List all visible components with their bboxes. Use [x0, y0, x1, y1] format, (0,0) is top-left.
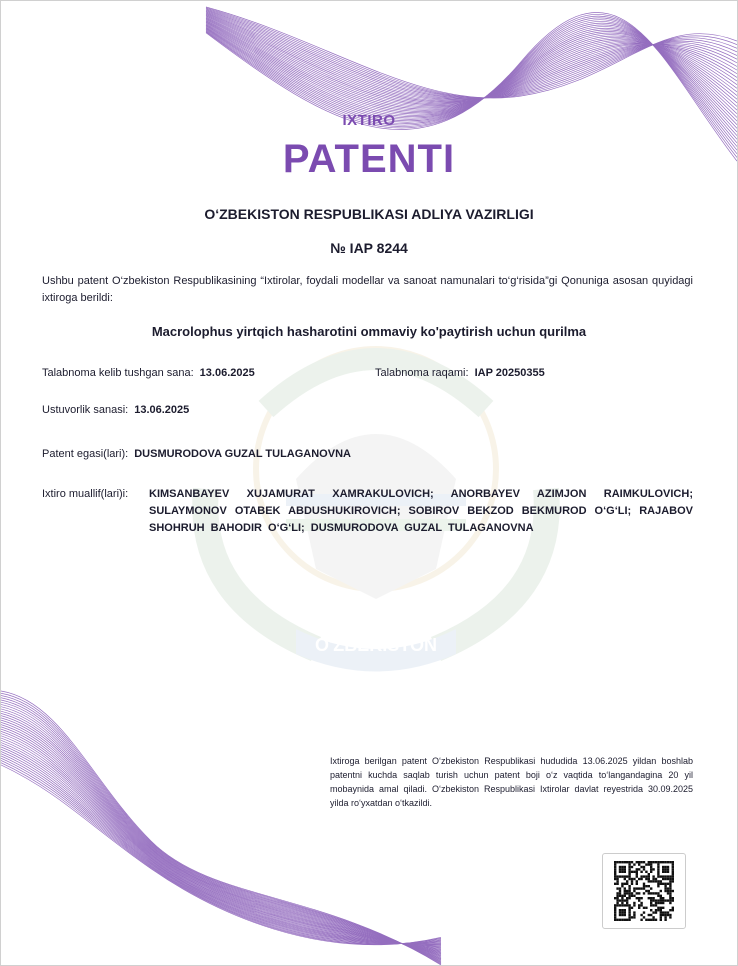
application-date-row — [42, 367, 255, 379]
authors-label: Ixtiro muallif(lari)i: — [42, 488, 129, 500]
intro-text: Ushbu patent O‘zbekiston Respublikasining “Ixtirolar, foydali modellar va sanoat namunalari to‘g‘risida”gi Qonuniga asosan quyidagi ixtiroga berildi: — [42, 275, 693, 304]
document-kicker: IXTIRO — [342, 112, 396, 129]
emblem-ribbon-text: O'ZBEKISTON — [315, 635, 437, 655]
priority-date-row — [42, 404, 189, 416]
qr-code[interactable] — [602, 853, 686, 929]
patent-number: № IAP 8244 — [330, 240, 408, 256]
application-date-label: Talabnoma kelib tushgan sana: — [42, 367, 194, 379]
application-date-value: 13.06.2025 — [199, 367, 255, 379]
qr-code-icon — [603, 854, 685, 928]
priority-date-value: 13.06.2025 — [134, 404, 190, 416]
invention-title: Macrolophus yirtqich hasharotini ommaviy ko'paytirish uchun qurilma — [151, 324, 587, 339]
patent-owner-label: Patent egasi(lari): — [42, 448, 129, 460]
document-title: PATENTI — [282, 137, 456, 181]
application-number-row — [375, 367, 545, 379]
issuing-authority: O‘ZBEKISTON RESPUBLIKASI ADLIYA VAZIRLIGI — [204, 206, 534, 222]
priority-date-label: Ustuvorlik sanasi: — [42, 404, 129, 416]
application-number-value: IAP 20250355 — [474, 367, 545, 379]
patent-owner-value: DUSMURODOVA GUZAL TULAGANOVNA — [134, 448, 351, 460]
validity-text: Ixtiroga berilgan patent O‘zbekiston Respublikasi hududida 13.06.2025 yildan boshlab patentni kuchda saqlab turish uchun patent boji o‘z vaqtida to‘langandagina 20 yil mobaynida amal qiladi. O‘zbekiston Respublikasi Ixtirolar davlat reyestrida 30.09.2025 yilda ro‘yxatdan o‘tkazildi. — [330, 756, 693, 808]
authors-value: KIMSANBAYEV XUJAMURAT XAMRAKULOVICH; ANORBAYEV AZIMJON RAIMKULOVICH; SULAYMONOV OTABEK ABDUSHUKIROVICH; SOBIROV BEKZOD BEKMUROD O‘G‘LI; RAJABOV SHOHRUH BAHODIR O‘G‘LI; DUSMURODOVA GUZAL TULAGANOVNA — [149, 488, 693, 534]
application-number-label: Talabnoma raqami: — [375, 367, 469, 379]
wave-decoration-bottom — [1, 691, 441, 965]
patent-owner-row — [42, 448, 351, 460]
